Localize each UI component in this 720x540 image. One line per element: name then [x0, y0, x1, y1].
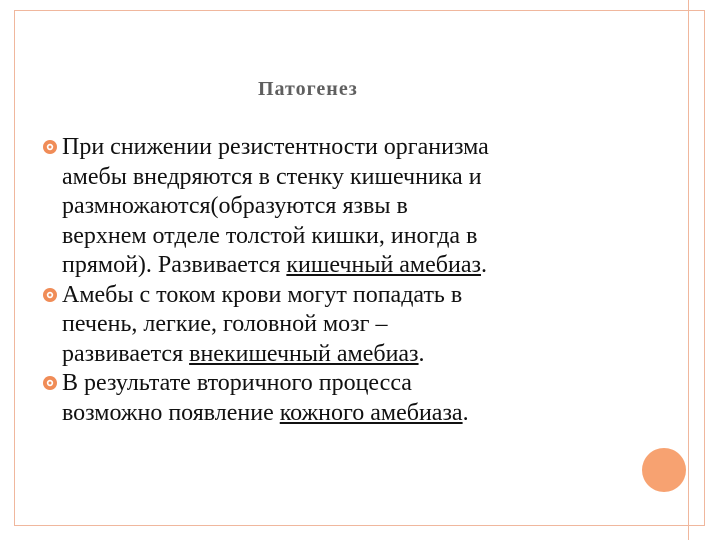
bullet-3-line-2 [62, 399, 660, 429]
bullet-2-line-1: Амебы с током крови могут попадать в [62, 281, 463, 308]
bullet-2-suffix: . [418, 340, 425, 367]
bullet-1-line-5 [62, 251, 660, 281]
bullet-3-underlined-term: кожного амебиаза [279, 399, 463, 426]
bullet-list [40, 133, 660, 428]
bullet-item-3 [40, 369, 660, 428]
bullet-2-line-2: печень, легкие, головной мозг – [62, 311, 388, 337]
bullet-3-suffix: . [462, 399, 469, 426]
bullet-3-line-1: В результате вторичного процесса [62, 370, 412, 396]
bullet-item-2 [40, 281, 660, 370]
slide-right-rule [688, 0, 689, 540]
bullet-2-prefix: развивается [62, 340, 190, 367]
bullet-1-underlined-term: кишечный амебиаз [286, 252, 481, 278]
bullet-2-line-3 [62, 340, 660, 370]
bullet-1-line-3: размножаются(образуются язвы в [62, 193, 408, 219]
bullet-1-line-1: При снижении резистентности организма [62, 134, 489, 160]
bullet-3-prefix: возможно появление [62, 399, 280, 426]
slide-title: Патогенез [258, 78, 358, 100]
bullet-1-line-2: амебы внедряются в стенку кишечника и [62, 163, 482, 190]
bullet-1-suffix: . [480, 252, 487, 278]
bullet-icon [42, 287, 58, 303]
bullet-1-line-4: верхнем отделе толстой кишки, иногда в [62, 222, 478, 249]
bullet-item-1 [40, 133, 660, 281]
decorative-orange-circle [642, 448, 686, 492]
bullet-icon [42, 375, 58, 391]
bullet-icon [42, 139, 58, 155]
bullet-1-prefix: прямой). Развивается [62, 252, 287, 278]
bullet-2-underlined-term: внекишечный амебиаз [189, 340, 419, 367]
